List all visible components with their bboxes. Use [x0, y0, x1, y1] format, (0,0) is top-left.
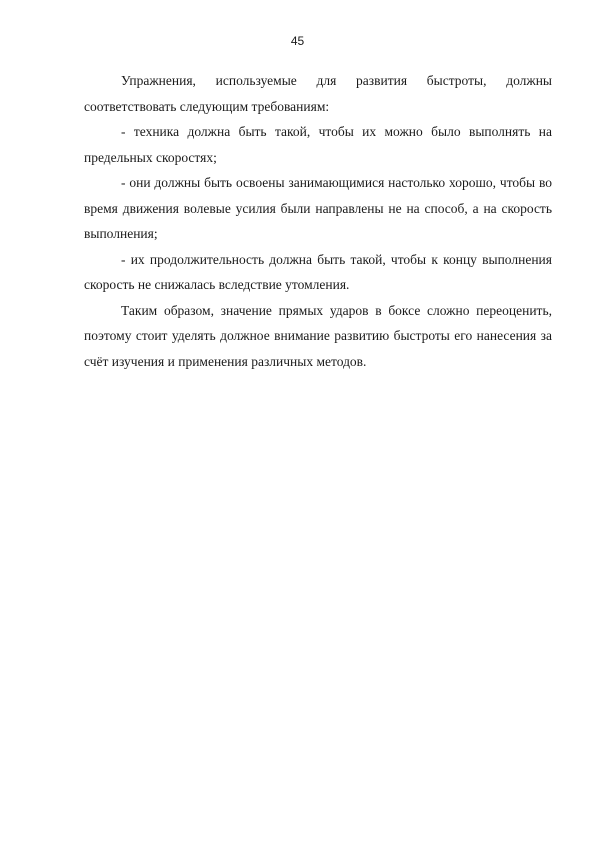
list-item-technique: - техника должна быть такой, чтобы их можно было выполнять на предельных скоростях; [84, 124, 552, 165]
paragraph-conclusion: Таким образом, значение прямых ударов в боксе сложно переоценить, поэтому стоит уделять должное внимание развитию быстроты его нанесения за счёт изучения и применения различных методов. [84, 302, 552, 369]
page-number: 45 [290, 34, 305, 48]
document-body [84, 68, 552, 374]
paragraph-requirements-intro: Упражнения, используемые для развития быстроты, должны соответствовать следующим требованиям: [84, 73, 552, 114]
list-item-mastery: - они должны быть освоены занимающимися настолько хорошо, чтобы во время движения волевые усилия были направлены не на способ, а на скорость выполнения; [84, 175, 552, 241]
list-item-duration: - их продолжительность должна быть такой, чтобы к концу выполнения скорость не снижалась вследствие утомления. [84, 251, 552, 292]
